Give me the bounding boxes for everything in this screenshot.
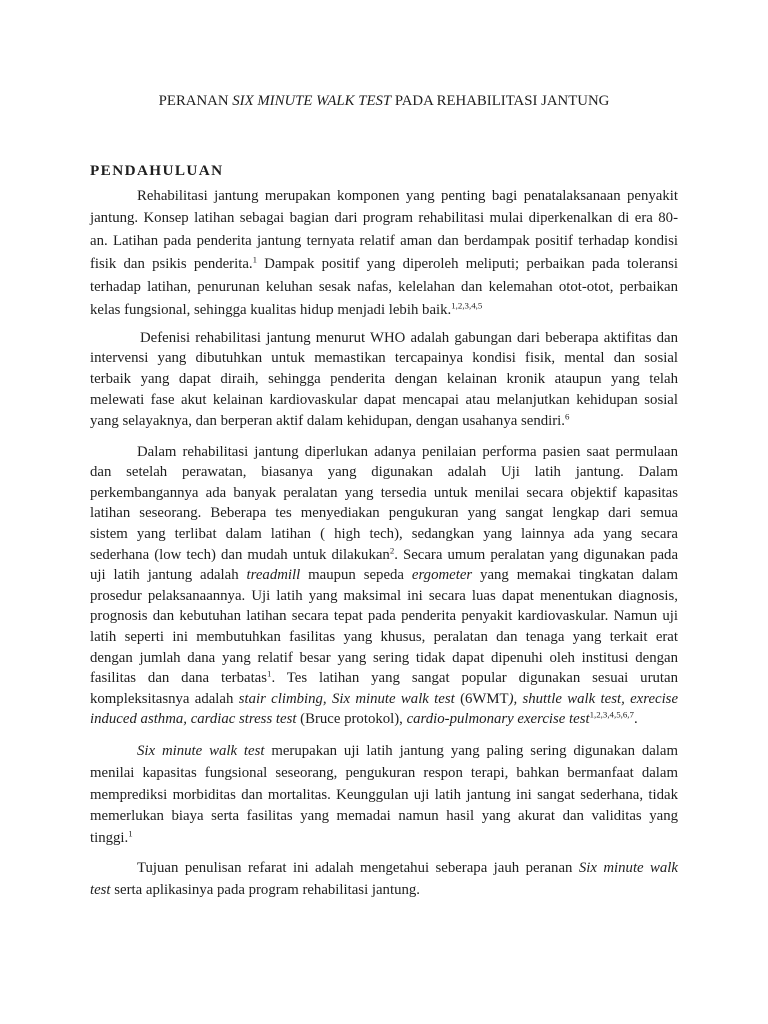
italic-term: ergometer [411,567,473,584]
italic-term: Six minute walk [578,860,678,876]
paragraph-line [90,253,678,276]
paragraph-line [90,230,678,253]
text-run: perkembangannya ada banyak peralatan yang tersedia untuk menilai secara objektif kapasitas [90,484,678,501]
text-run: sistem yang terlibat dalam latihan ( high tech), sedangkan yang lainnya ada yang secara [90,526,678,543]
italic-term: ), shuttle walk test, exrecise [508,690,679,707]
text-run: an. Latihan pada penderita jantung ternyata relatif aman dan berdampak positif terhadap kondisi [90,233,678,250]
text-run: melewati fase akut kelainan kardiovaskular dapat mencapai atau melanjutkan kehidupan sosial [90,391,678,408]
text-run: Rehabilitasi jantung merupakan komponen yang penting bagi penatalaksanaan penyakit [137,187,678,204]
italic-term: test [90,882,111,898]
paragraph-line [90,483,678,504]
paragraph-line [90,545,678,566]
document-title [90,91,678,111]
paragraph-line [90,348,678,369]
citation-superscript: 6 [564,411,570,422]
text-run: Dampak positif yang diperoleh meliputi; perbaikan pada toleransi [257,255,678,272]
citation-superscript: 1 [267,668,272,679]
text-run: dengan jumlah dana yang relatif besar yang sering tidak dapat dipenuhi oleh institusi dengan [90,649,678,666]
citation-superscript: 2 [389,545,395,556]
text-run: latihan seseorang. Beberapa tes menyediakan pengukuran yang sangat lengkap dari semua [90,505,678,522]
italic-term: cardio-pulmonary exercise test [406,711,590,728]
text-run: prosedur pelaksanaannya. Uji latih yang maksimal ini secara luas dapat menentukan diagnosis, [90,587,678,604]
italic-term: Six minute walk test [137,743,265,760]
paragraph-5 [90,857,678,901]
paragraph-line [90,879,678,901]
italic-term: induced asthma, cardiac stress test [90,711,297,728]
paragraph-line [90,606,678,627]
citation-superscript: 1,2,3,4,5,6,7 [589,710,634,721]
paragraph-line [90,857,678,879]
text-run: . [633,711,638,728]
text-run: . Tes latihan yang sangat popular digunakan sesuai urutan [271,670,678,687]
title-text-end: PADA REHABILITASI JANTUNG [391,93,610,109]
paragraph-line [90,627,678,648]
text-run: prognosis dan kebutuhan latihan secara tepat pada penderita penyakit kardiovaskular. Namun uji [90,608,678,625]
text-run: memprediksi morbiditas dan mortalitas. Keunggulan uji latih jantung ini sangat sederhana, tidak [90,786,678,803]
paragraph-line [90,462,678,483]
section-heading: PENDAHULUAN [90,162,224,179]
text-run: terhadap latihan, penurunan keluhan sesak nafas, kelelahan dan kelemahan otot-otot, perbaikan [90,278,678,295]
text-run: kelas fungsional, sehingga kualitas hidup menjadi lebih baik. [90,301,452,318]
paragraph-line [90,207,678,230]
text-run: yang selayaknya, dan berperan aktif dalam kehidupan, dengan usahanya sendiri. [90,412,565,429]
paragraph-line [90,442,678,463]
paragraph-line [90,565,678,586]
text-run: yang memakai tingkatan dalam [472,567,678,584]
text-run: serta aplikasinya pada program rehabilitasi jantung. [110,882,420,898]
text-run: intervensi yang dibutuhkan untuk memastikan tercapainya kondisi fisik, mental dan sosial [90,350,678,367]
paragraph-4 [90,741,678,850]
paragraph-line [90,763,678,785]
text-run: memerlukan biaya serta fasilitas yang memadai namun hasil yang akurat dan validitas yang [90,808,678,825]
paragraph-line [90,828,678,850]
text-run: fisik dan psikis penderita. [90,255,253,272]
citation-superscript: 1 [128,828,133,839]
text-run: dan setelah perawatan, biasanya yang digunakan adalah Uji latih jantung. Dalam [90,464,678,481]
text-run: jantung. Konsep latihan sebagai bagian dari program rehabilitasi mulai diperkenalkan di era 80- [90,210,678,227]
document-body [90,0,678,1024]
text-run: terbaik yang dapat diraih, sehingga penderita dengan kelainan kronik ataupun yang telah [90,371,678,388]
text-run: latih seperti ini membutuhkan fasilitas yang khusus, peralatan dan tenaga yang terkait erat [90,629,678,646]
paragraph-line [90,668,678,689]
paragraph-line [90,503,678,524]
paragraph-3 [90,442,678,730]
paragraph-line [90,709,678,730]
title-text-start: PERANAN [158,93,233,109]
italic-term: stair climbing, Six minute walk test [238,690,455,707]
paragraph-line [90,741,678,763]
paragraph-line [90,411,678,432]
text-run: fasilitas dan dana terbatas [90,670,268,687]
paragraph-line [90,586,678,607]
text-run: . Secara umum peralatan yang digunakan pada [394,546,679,563]
text-run: tinggi. [90,829,129,846]
text-run: (Bruce protokol), [296,711,407,728]
paragraph-line [90,524,678,545]
paragraph-line [90,185,678,208]
paragraph-line [90,648,678,669]
paragraph-line [90,276,678,299]
text-run: Tujuan penulisan refarat ini adalah mengetahui seberapa jauh peranan [137,860,579,876]
text-run: menilai kapasitas fungsional seseorang, pengukuran respon terapi, bahkan bermanfaat dalam [90,764,678,781]
citation-superscript: 1 [252,254,258,265]
paragraph-1 [90,185,678,322]
title-italic-term: SIX MINUTE WALK TEST [232,93,392,109]
paragraph-line [90,806,678,828]
paragraph-line [90,390,678,411]
text-run: Dalam rehabilitasi jantung diperlukan adanya penilaian performa pasien saat permulaan [137,443,678,460]
text-run: sederhana (low tech) dan mudah untuk dilakukan [90,546,390,563]
text-run: kompleksitasnya adalah [90,690,239,707]
citation-superscript: 1,2,3,4,5 [451,300,483,311]
paragraph-2 [90,328,678,432]
text-run: (6WMT [454,690,509,707]
text-run: Defenisi rehabilitasi jantung menurut WHO adalah gabungan dari beberapa aktifitas dan [140,329,678,346]
italic-term: treadmill [246,567,301,584]
paragraph-line [90,785,678,807]
paragraph-line [90,299,678,322]
text-run: maupun sepeda [300,567,412,584]
paragraph-line [90,689,678,710]
text-run: merupakan uji latih jantung yang paling sering digunakan dalam [264,743,678,760]
paragraph-line [90,369,678,390]
text-run: uji latih jantung adalah [90,567,247,584]
paragraph-line [90,328,678,349]
